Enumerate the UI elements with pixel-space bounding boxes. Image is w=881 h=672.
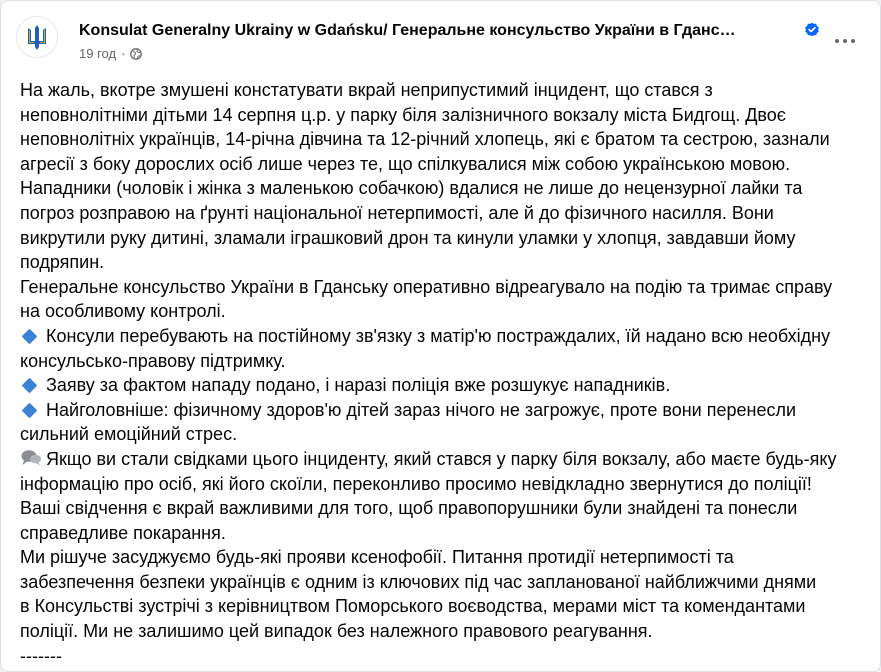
post-line (20, 472, 870, 497)
post-line-text: на особливому контролі. (20, 301, 226, 322)
post-line-text: На жаль, вкотре змушені констатувати вкрай неприпустимий інцидент, що стався з (20, 80, 713, 100)
post-line (20, 176, 870, 201)
post-line (20, 422, 870, 447)
post-line-text: викрутили руку дитині, зламали іграшковий дрон та кинули уламки у хлопця, завдавши йому (20, 227, 796, 248)
post-line (20, 545, 870, 570)
post-line (20, 250, 870, 275)
post-line (20, 373, 870, 398)
post-line-text: сильний емоційний стрес. (20, 424, 238, 445)
post-line (20, 594, 870, 619)
post-line (20, 152, 870, 177)
post-line-text: Генеральне консульство України в Гданську оперативно відреагувало на подію та тримає справу (20, 276, 833, 297)
ukraine-trident-icon (17, 17, 57, 57)
more-options-dot (851, 39, 855, 43)
post-line (20, 619, 870, 644)
post-line-text: Заяву за фактом нападу подано, і наразі поліція вже розшукує нападників. (46, 375, 671, 396)
post-line (20, 127, 870, 152)
post-line (20, 398, 870, 423)
post-header (1, 1, 881, 71)
verified-badge-icon (804, 22, 820, 38)
meta-separator: · (121, 46, 126, 61)
post-meta (79, 45, 142, 63)
more-options-dot (843, 39, 847, 43)
post-line-text: неповнолітніми дітьми 14 серпня ц.р. у парку біля залізничного вокзалу міста Бидгощ. Двоє (20, 104, 786, 125)
post-line-text: ------- (20, 645, 62, 666)
post-line-text: погроз розправою на ґрунті національної нетерпимості, але й до фізичного насилля. Вони (20, 202, 774, 223)
post-text (20, 78, 870, 668)
post-line-text: подряпин. (20, 252, 105, 273)
blue-diamond-icon (22, 329, 38, 345)
speech-bubble-icon (20, 448, 42, 468)
post-line (20, 226, 870, 251)
post-line (20, 78, 870, 103)
post-line-text: неповнолітніх українців, 14-річна дівчина та 12-річний хлопець, які є братом та сестрою, зазнали (20, 129, 830, 150)
post-line-text: Ми рішуче засуджуємо будь-які прояви ксенофобії. Питання протидії нетерпимості та (20, 547, 734, 568)
post-line-text: Якщо ви стали свідками цього інциденту, який стався у парку біля вокзалу, або маєте будь-яку (46, 448, 837, 469)
post-line (20, 201, 870, 226)
post-timestamp[interactable]: 19 год (79, 46, 117, 61)
post-line-text: забезпечення безпеки українців є одним із ключових під час запланованої найближчими днями (20, 571, 817, 592)
blue-diamond-icon (22, 378, 38, 394)
post-line (20, 644, 870, 669)
post-line-text: справедливе покарання. (20, 522, 226, 543)
post-line (20, 521, 870, 546)
post-line (20, 103, 870, 128)
page-name-link[interactable]: Konsulat Generalny Ukrainy w Gdańsku/ Генеральне консульство України в Гданс… (79, 22, 736, 39)
post-line (20, 299, 870, 324)
post-line-text: Нападники (чоловік і жінка з маленькою собачкою) вдалися не лише до нецензурної лайки та (20, 178, 803, 199)
post-line-text: інформацію про осіб, які його скоїли, переконливо просимо невідкладно звернутися до поліції! (20, 473, 812, 494)
post-line (20, 447, 870, 472)
more-options-button[interactable] (827, 27, 863, 55)
post-line (20, 570, 870, 595)
globe-icon[interactable] (130, 48, 142, 60)
post-line (20, 324, 870, 349)
post-line (20, 349, 870, 374)
post-line-text: консульсько-правову підтримку. (20, 350, 286, 371)
post-line-text: Ваші свідчення є вкрай важливими для того, щоб правопорушники були знайдені та понесли (20, 498, 798, 519)
post-line-text: поліції. Ми не залишимо цей випадок без належного правового реагування. (20, 621, 653, 642)
page-avatar[interactable] (16, 16, 58, 58)
post-line-text: Консули перебувають на постійному зв'язку з матір'ю постраждалих, їй надано всю необхідну (46, 325, 831, 346)
post-line-text: Найголовніше: фізичному здоров'ю дітей зараз нічого не загрожує, проте вони перенесли (46, 399, 797, 420)
post-line-text: агресії з боку дорослих осіб лише через те, що спілкувалися між собою українською мовою. (20, 153, 791, 174)
post-line (20, 275, 870, 300)
post-line (20, 496, 870, 521)
blue-diamond-icon (22, 403, 38, 419)
post-line-text: в Консульстві зустрічі з керівництвом Поморського воєводства, мерами міст та комендантами (20, 596, 806, 617)
more-options-dot (835, 39, 839, 43)
